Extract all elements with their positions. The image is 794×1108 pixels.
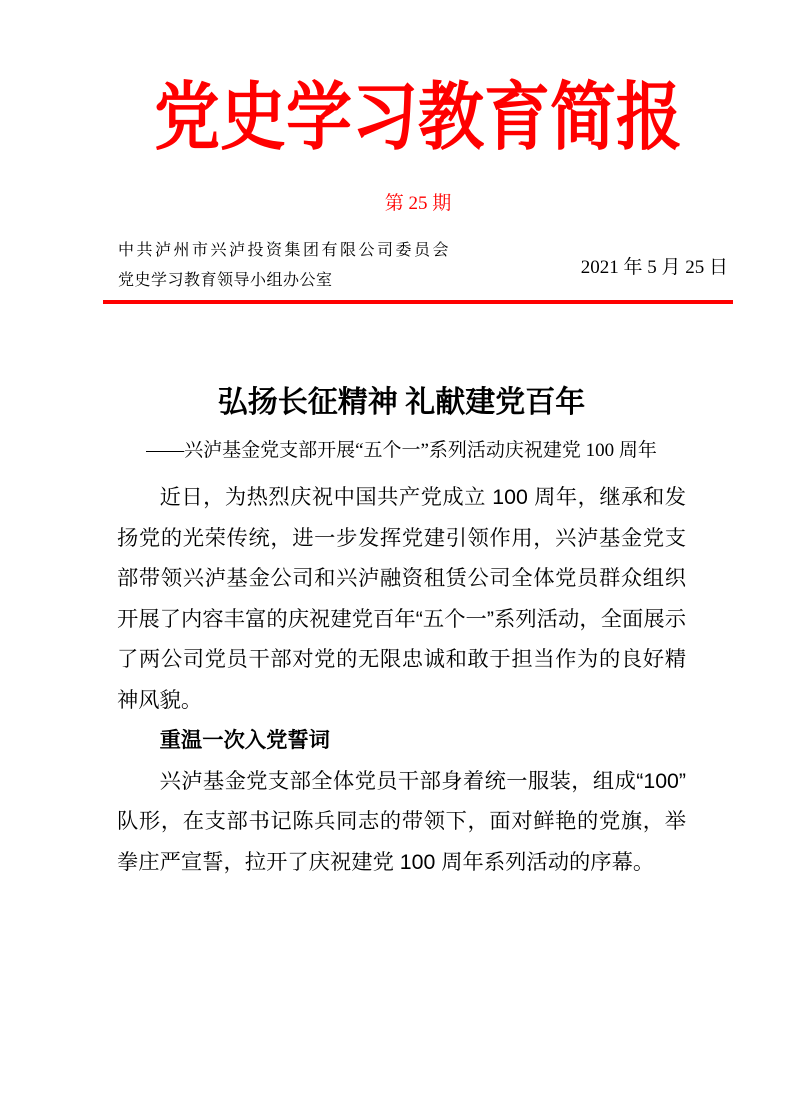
masthead-meta — [103, 236, 733, 296]
masthead — [103, 0, 733, 304]
article-subtitle: ——兴泸基金党支部开展“五个一”系列活动庆祝建党 100 周年 — [146, 440, 657, 462]
red-divider-rule — [103, 300, 733, 304]
issue-number: 第 25 期 — [384, 193, 452, 215]
org-line-2: 党史学习教育领导小组办公室 — [118, 271, 333, 289]
org-line-1: 中共泸州市兴泸投资集团有限公司委员会 — [118, 241, 452, 259]
article — [117, 384, 686, 882]
paragraph-1: 近日，为热烈庆祝中国共产党成立 100 周年，继承和发扬党的光荣传统，进一步发挥党建引领作用，兴泸基金党支部带领兴泸基金公司和兴泸融资租赁公司全体党员群众组织开展了内容丰富的庆祝建党百年“五个一”系列活动，全面展示了两公司党员干部对党的无限忠诚和敢于担当作为的良好精神风貌。 — [117, 485, 686, 712]
section-heading: 重温一次入党誓词 — [159, 728, 330, 753]
article-title: 弘扬长征精神 礼献建党百年 — [217, 385, 586, 419]
org-block — [118, 236, 451, 296]
masthead-title: 党史学习教育简报 — [154, 77, 682, 160]
paragraph-2: 兴泸基金党支部全体党员干部身着统一服装，组成“100”队形，在支部书记陈兵同志的带领下，面对鲜艳的党旗，举拳庄严宣誓，拉开了庆祝建党 100 周年系列活动的序幕。 — [117, 768, 686, 874]
issue-date: 2021 年 5 月 25 日 — [580, 257, 728, 279]
